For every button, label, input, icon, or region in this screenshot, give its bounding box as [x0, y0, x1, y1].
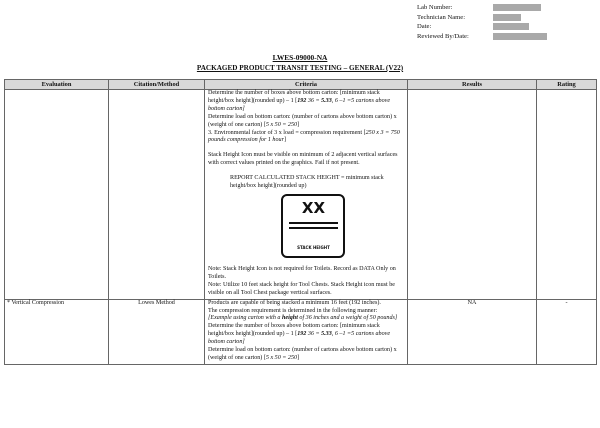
row2-citation: Lowes Method — [109, 299, 205, 364]
row2-criteria — [205, 299, 408, 364]
criteria-line: [Example using carton with a height of 36 inches and a weight of 50 pounds] — [208, 315, 398, 322]
document-id: LWES-09000-NA — [272, 53, 328, 62]
document-title: PACKAGED PRODUCT TRANSIT TESTING – GENERAL (V22) — [196, 64, 404, 72]
table-row — [5, 90, 597, 300]
col-results: Results — [408, 80, 537, 90]
row2-rating: - — [537, 299, 597, 364]
criteria-line: REPORT CALCULATED STACK HEIGHT = minimum stack height/box height](rounded up) — [230, 175, 384, 190]
row1-results — [408, 90, 537, 300]
date-redacted — [493, 23, 529, 30]
criteria-line: The compression requirement is determined in the following manner: — [208, 307, 378, 314]
technician-name-row — [417, 13, 469, 23]
row1-rating — [537, 90, 597, 300]
reviewed-by-label: Reviewed By/Date: — [417, 32, 469, 40]
col-evaluation: Evaluation — [5, 80, 109, 90]
lab-number-row — [417, 3, 469, 13]
row2-results: NA — [408, 299, 537, 364]
criteria-line: Determine the number of boxes above bottom carton: [minimum stack height/box height](rounded up) – 1 [192 36 = 5.33, 6 –1 =5 cartons above bottom carton] — [208, 323, 391, 346]
col-rating: Rating — [537, 80, 597, 90]
table-row — [5, 299, 597, 364]
reviewed-by-redacted — [493, 33, 547, 40]
technician-name-redacted — [493, 14, 521, 21]
criteria-line: Note: Stack Height Icon is not required for Toilets. Record as DATA Only on Toilets. — [208, 265, 396, 280]
col-criteria: Criteria — [205, 80, 408, 90]
stack-height-icon-mark: XX — [301, 198, 326, 217]
date-row — [417, 22, 469, 32]
table-header-row — [5, 80, 597, 90]
row1-criteria — [205, 90, 408, 300]
stack-height-icon — [281, 194, 349, 260]
stack-height-icon-label: STACK HEIGHT — [297, 244, 330, 250]
criteria-line: Determine load on bottom carton: (number of cartons above bottom carton) x (weight of one carton) [5 x 50 = 250] — [208, 113, 397, 128]
criteria-line: Note: Utilize 10 feet stack height for Tool Chests. Stack Height icon must be visible on all Tool Chest package vertical surfaces. — [208, 281, 395, 296]
header-fields — [417, 3, 469, 41]
criteria-line: 3. Environmental factor of 3 x load = compression requirement [250 x 3 = 750 pounds compression for 1 hour] — [208, 129, 400, 144]
lab-number-label: Lab Number: — [417, 4, 453, 11]
stack-height-icon-line — [289, 222, 338, 224]
stack-height-icon-line — [289, 227, 338, 229]
criteria-line: Stack Height Icon must be visible on minimum of 2 adjacent vertical surfaces with correct values printed on the graphics. Fail if not present. — [208, 152, 398, 167]
criteria-line: Determine the number of boxes above bottom carton: [minimum stack height/box height](rounded up) – 1 [192 36 = 5.33, 6 –1 =5 cartons above bottom carton] — [208, 90, 391, 112]
criteria-line: Products are capable of being stacked a minimum 16 feet (192 inches). — [208, 299, 381, 306]
lab-number-redacted — [493, 4, 541, 11]
row2-evaluation: * Vertical Compression — [5, 299, 109, 364]
test-criteria-table — [4, 79, 597, 365]
row1-evaluation — [5, 90, 109, 300]
date-label: Date: — [417, 23, 432, 31]
row1-citation — [109, 90, 205, 300]
reviewed-by-row — [417, 32, 469, 42]
criteria-line: Determine load on bottom carton: (number of cartons above bottom carton) x (weight of one carton) [5 x 50 = 250] — [208, 347, 397, 361]
technician-name-label: Technician Name: — [417, 13, 466, 21]
col-citation-method: Citation/Method — [109, 80, 205, 90]
